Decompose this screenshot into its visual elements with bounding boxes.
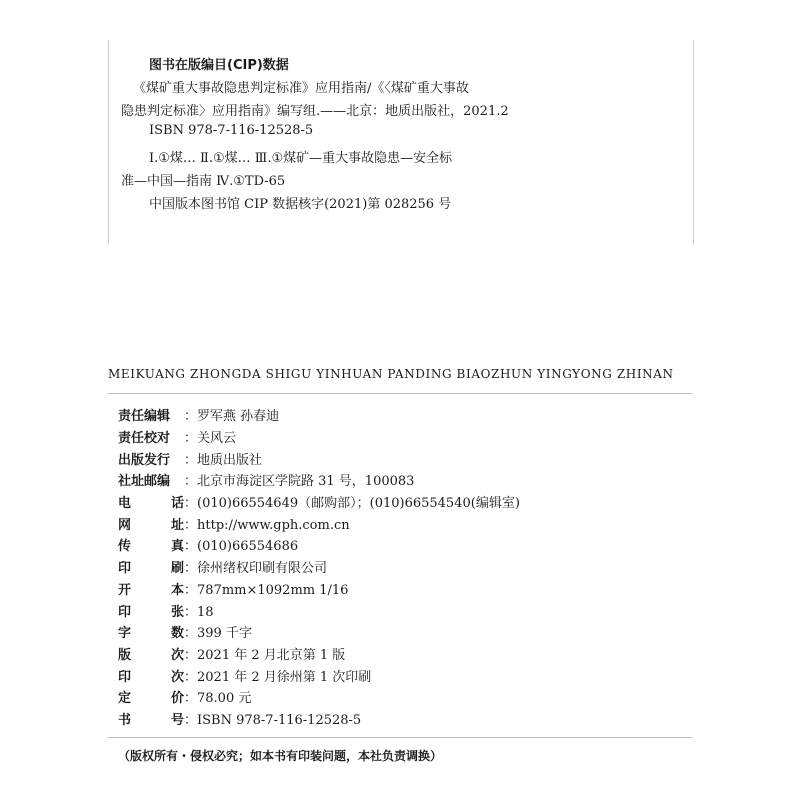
credit-label: 字 数	[118, 626, 184, 642]
credit-value: ：2021 年 2 月北京第 1 版	[184, 647, 346, 663]
credit-value: ：399 千字	[184, 626, 252, 642]
credit-row	[118, 643, 678, 665]
credit-row	[118, 578, 678, 600]
credit-row	[118, 556, 678, 578]
credit-row	[118, 469, 678, 491]
credit-value: ：(010)66554686	[184, 539, 299, 555]
credit-row	[118, 534, 678, 556]
credit-label: 书 号	[118, 712, 184, 728]
cip-title: 图书在版编目(CIP)数据	[149, 58, 289, 73]
cip-line: 中国版本图书馆 CIP 数据核字(2021)第 028256 号	[149, 197, 452, 212]
credit-row	[118, 686, 678, 708]
credit-label: 定 价	[118, 691, 184, 707]
credit-value: ：罗军燕 孙春迪	[184, 409, 280, 425]
credit-row	[118, 599, 678, 621]
cip-line: 隐患判定标准〉应用指南》编写组.——北京：地质出版社，2021.2	[121, 104, 509, 119]
credit-label: 责任编辑	[118, 409, 171, 425]
credit-row	[118, 491, 678, 513]
credit-label: 印 刷	[118, 561, 184, 577]
credit-value: ：2021 年 2 月徐州第 1 次印刷	[184, 669, 372, 685]
pinyin-title: MEIKUANG ZHONGDA SHIGU YINHUAN PANDING BIAOZHUN YINGYONG ZHINAN	[108, 367, 674, 381]
credit-label: 责任校对	[118, 431, 171, 447]
credit-value: ：http://www.gph.com.cn	[184, 517, 350, 533]
publication-credits	[118, 404, 678, 729]
credit-label: 印 张	[118, 604, 184, 620]
credit-value: ：徐州绪权印刷有限公司	[184, 561, 328, 577]
credit-row	[118, 512, 678, 534]
credit-row	[118, 426, 678, 448]
credit-value: ：18	[184, 604, 214, 620]
divider	[108, 737, 692, 738]
credit-label: 开 本	[118, 582, 184, 598]
credit-label: 出版发行	[118, 452, 171, 468]
credit-label: 传 真	[118, 539, 184, 555]
credit-value: ：(010)66554649（邮购部）；(010)66554540(编辑室)	[184, 496, 520, 512]
cip-line: 《煤矿重大事故隐患判定标准》应用指南/《〈煤矿重大事故	[133, 81, 469, 96]
credit-label: 印 次	[118, 669, 184, 685]
credit-label: 网 址	[118, 517, 184, 533]
credit-value: ：地质出版社	[184, 452, 263, 468]
cip-data-box	[108, 40, 694, 245]
credit-value: ：787mm×1092mm 1/16	[184, 582, 349, 598]
credit-label: 版 次	[118, 647, 184, 663]
credit-value: ：78.00 元	[184, 691, 252, 707]
credit-row	[118, 447, 678, 469]
credit-value: ：北京市海淀区学院路 31 号，100083	[184, 474, 415, 490]
credit-label: 社址邮编	[118, 474, 171, 490]
rights-notice: （版权所有・侵权必究；如本书有印装问题，本社负责调换）	[118, 749, 443, 763]
credit-value: ：ISBN 978-7-116-12528-5	[184, 712, 362, 728]
credit-row	[118, 404, 678, 426]
divider	[108, 393, 692, 394]
credit-value: ：关风云	[184, 431, 237, 447]
cip-line: Ⅰ.①煤… Ⅱ.①煤… Ⅲ.①煤矿—重大事故隐患—安全标	[149, 151, 453, 166]
cip-line: ISBN 978-7-116-12528-5	[149, 123, 314, 138]
credit-row	[118, 708, 678, 730]
credit-row	[118, 664, 678, 686]
cip-line: 准—中国—指南 Ⅳ.①TD-65	[121, 174, 286, 189]
credit-label: 电 话	[118, 496, 184, 512]
credit-row	[118, 621, 678, 643]
